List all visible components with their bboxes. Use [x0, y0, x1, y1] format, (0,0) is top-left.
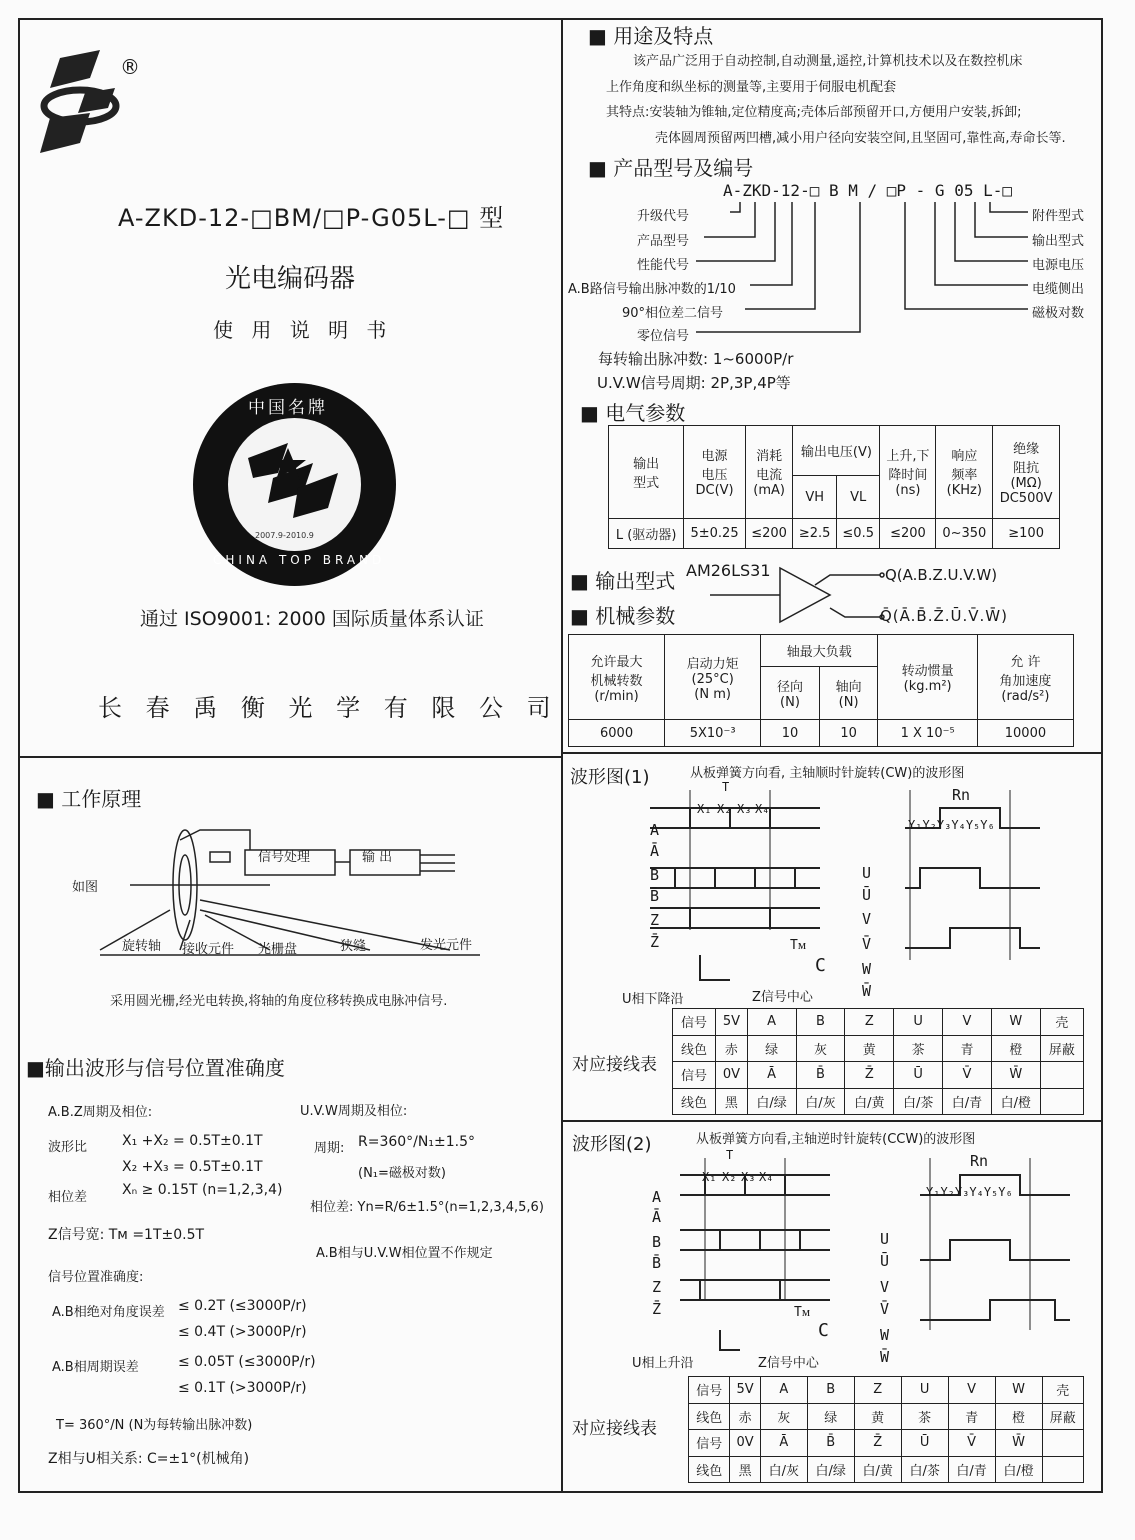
label-pole-pairs: 磁极对数: [1032, 306, 1085, 321]
part-emitter: 发光元件: [420, 938, 473, 953]
eh-output-voltage: 输出电压(V): [793, 426, 880, 476]
horizontal-divider-right-mid: [561, 1120, 1103, 1122]
t1-r1-c4: 黄: [845, 1035, 894, 1062]
mv-torque: 5X10⁻³: [665, 720, 761, 747]
pulses-per-rev: 每转输出脉冲数: 1~6000P/r: [598, 350, 794, 368]
usage-title: ■ 用途及特点: [588, 24, 714, 48]
t1-r0-c3: B: [796, 1009, 845, 1036]
w1-y5: Y₅: [965, 818, 981, 832]
position-title: 信号位置准确度:: [48, 1270, 144, 1285]
t1-r3-c4: 白/黄: [845, 1088, 894, 1115]
t2-r3-c1: 黑: [730, 1456, 760, 1483]
t2-r3-c7: 白/橙: [995, 1456, 1042, 1483]
t-definition: T= 360°/N (N为每转输出脉冲数): [56, 1418, 253, 1433]
w1-label-W: W: [862, 960, 872, 978]
w1-y3: Y₃: [936, 818, 952, 832]
t1-r0-c4: Z: [845, 1009, 894, 1036]
eh-output-type: 输出 型式: [609, 426, 684, 519]
mv-axial: 10: [819, 720, 878, 747]
w2-label-Vbar: V̄: [880, 1300, 890, 1318]
label-upgrade-code: 升级代号: [637, 209, 690, 224]
ev-type: L (驱动器): [609, 518, 684, 548]
w1-x4: X₄: [755, 802, 770, 816]
t2-r3-c4: 白/黄: [854, 1456, 901, 1483]
t1-r3-c7: 白/橙: [991, 1088, 1040, 1115]
t2-r0-c2: A: [760, 1377, 807, 1404]
t1-r1-c1: 赤: [716, 1035, 748, 1062]
ev-vh: ≥2.5: [793, 518, 837, 548]
accuracy-title: ■输出波形与信号位置准确度: [26, 1056, 285, 1080]
w2-label-W: W: [880, 1326, 890, 1344]
t2-r1-c6: 青: [948, 1403, 995, 1430]
t2-r2-c4: Z̄: [854, 1430, 901, 1457]
w1-y1: Y₁: [908, 818, 923, 832]
t1-r2-c8: [1040, 1062, 1083, 1089]
w1-label-A: A: [650, 821, 660, 839]
period-error-1: ≤ 0.05T (≤3000P/r): [178, 1354, 316, 1370]
model-code-leader-lines: [690, 200, 1040, 340]
model-title: A-ZKD-12-□BM/□P-G05L-□ 型: [118, 204, 505, 232]
t2-r0-c0: 信号: [689, 1377, 730, 1404]
w2-Rn: Rn: [970, 1152, 989, 1170]
w2-y6: Y₆: [998, 1185, 1013, 1199]
t2-r0-c3: B: [807, 1377, 854, 1404]
w1-label-Vbar: V̄: [862, 935, 872, 953]
t2-r3-c3: 白/绿: [807, 1456, 854, 1483]
z-width: Z信号宽: Tᴍ =1T±0.5T: [48, 1227, 205, 1243]
part-shaft: 旋转轴: [122, 939, 162, 954]
label-ab-pulses: A.B路信号输出脉冲数的1/10: [568, 282, 736, 297]
mv-radial: 10: [761, 720, 820, 747]
figure-label: 如图: [72, 880, 99, 895]
eh-supply: 电源 电压 DC(V): [684, 426, 745, 519]
ev-current: ≤200: [745, 518, 793, 548]
t2-r0-c7: W: [995, 1377, 1042, 1404]
wiring-table-1: [672, 1008, 1084, 1115]
abz-title: A.B.Z周期及相位:: [48, 1105, 153, 1120]
t1-r2-c2: Ā: [747, 1062, 796, 1089]
w1-label-Ubar: Ū: [862, 886, 872, 904]
t1-r2-c6: V̄: [943, 1062, 992, 1089]
uvw-title: U.V.W周期及相位:: [300, 1104, 408, 1119]
driver-chip: AM26LS31: [686, 561, 771, 580]
t1-r2-c1: 0V: [716, 1062, 748, 1089]
label-performance-code: 性能代号: [637, 258, 690, 273]
t2-r2-c7: W̄: [995, 1430, 1042, 1457]
t1-r3-c6: 白/青: [943, 1088, 992, 1115]
w2-x2: X₂: [722, 1170, 737, 1184]
w2-u-edge: U相上升沿: [632, 1356, 694, 1371]
eh-insulation: 绝缘 阻抗 (MΩ) DC500V: [993, 426, 1060, 519]
w1-z-center: Z信号中心: [752, 990, 813, 1005]
w1-x1: X₁: [697, 802, 712, 816]
t1-r0-c6: V: [943, 1009, 992, 1036]
w1-y2: Y₂: [922, 818, 937, 832]
ab-uvw-note: A.B相与U.V.W相位置不作规定: [316, 1246, 493, 1261]
mh-axial: 轴向 (N): [819, 667, 878, 720]
t1-r1-c7: 橙: [991, 1035, 1040, 1062]
t1-r1-c2: 绿: [747, 1035, 796, 1062]
ratio-label: 波形比: [48, 1140, 88, 1155]
label-cable-side: 电缆侧出: [1032, 282, 1085, 297]
ev-supply: 5±0.25: [684, 518, 745, 548]
waveform-1-title: 波形图(1): [570, 767, 650, 788]
mv-accel: 10000: [977, 720, 1073, 747]
t1-r2-c4: Z̄: [845, 1062, 894, 1089]
t2-r2-c6: V̄: [948, 1430, 995, 1457]
label-supply-voltage: 电源电压: [1032, 258, 1085, 273]
waveform-2-title: 波形图(2): [572, 1134, 652, 1155]
badge-bottom-text: CHINA TOP BRAND: [213, 553, 386, 567]
t2-r0-c6: V: [948, 1377, 995, 1404]
phase-label: 相位差: [48, 1190, 88, 1205]
eh-current: 消耗 电流 (mA): [745, 426, 793, 519]
product-title: 光电编码器: [225, 264, 356, 294]
t1-r0-c0: 信号: [673, 1009, 716, 1036]
part-slit: 狭缝: [340, 939, 367, 954]
mechanical-title: ■ 机械参数: [570, 604, 676, 628]
badge-top-text: 中国名牌: [248, 398, 328, 418]
w1-x2: X₂: [717, 802, 732, 816]
w2-label-A: A: [652, 1188, 662, 1206]
label-90-phase: 90°相位差二信号: [622, 306, 724, 321]
w1-label-Zbar: Z̄: [650, 933, 660, 951]
w1-y6: Y₆: [980, 818, 995, 832]
w2-x1: X₁: [702, 1170, 717, 1184]
eh-vl: VL: [836, 476, 880, 518]
label-output-type: 输出型式: [1032, 234, 1085, 249]
t2-r2-c0: 信号: [689, 1430, 730, 1457]
t1-r0-c7: W: [991, 1009, 1040, 1036]
t2-r0-c4: Z: [854, 1377, 901, 1404]
t1-r2-c3: B̄: [796, 1062, 845, 1089]
trademark-symbol: ®: [120, 55, 140, 79]
mh-max-load: 轴最大负载: [761, 635, 878, 667]
period-label: 周期:: [314, 1141, 345, 1156]
period-error-label: A.B相周期误差: [52, 1360, 139, 1375]
mh-max-speed: 允许最大 机械转数 (r/min): [569, 635, 665, 720]
t1-r3-c8: [1040, 1088, 1083, 1115]
t1-r1-c3: 灰: [796, 1035, 845, 1062]
t1-r3-c1: 黑: [716, 1088, 748, 1115]
output-box: 输 出: [362, 850, 393, 865]
ev-insulation: ≥100: [993, 518, 1060, 548]
w2-label-Ubar: Ū: [880, 1252, 890, 1270]
w1-table-label: 对应接线表: [572, 1055, 657, 1075]
t2-r1-c5: 茶: [901, 1403, 948, 1430]
mh-inertia: 转动惯量 (kg.m²): [878, 635, 977, 720]
w2-label-Z: Z: [652, 1278, 662, 1296]
company-logo-icon: [30, 48, 125, 158]
period-error-2: ≤ 0.1T (>3000P/r): [178, 1380, 307, 1396]
qbar-output: Q̄(Ā.B̄.Z̄.Ū.V̄.W̄): [880, 607, 1008, 625]
t1-r3-c2: 白/绿: [747, 1088, 796, 1115]
w1-x3: X₃: [737, 802, 752, 816]
t1-r0-c2: A: [747, 1009, 796, 1036]
iso-certification: 通过 ISO9001: 2000 国际质量体系认证: [140, 608, 484, 630]
uvw-period: U.V.W信号周期: 2P,3P,4P等: [597, 374, 791, 392]
t2-r1-c8: 屏蔽: [1042, 1403, 1083, 1430]
principle-caption: 采用圆光栅,经光电转换,将轴的角度位移转换成电脉冲信号.: [110, 994, 448, 1009]
company-name: 长 春 禹 衡 光 学 有 限 公 司: [98, 694, 559, 722]
t1-r0-c5: U: [894, 1009, 943, 1036]
usage-line-4: 壳体圆周预留两凹槽,减小用户径向安装空间,且坚固可,靠性高,寿命长等.: [655, 131, 1066, 146]
usage-line-2: 上作角度和纵坐标的测量等,主要用于伺服电机配套: [606, 80, 897, 95]
w2-table-label: 对应接线表: [572, 1419, 657, 1439]
t2-r3-c8: [1042, 1456, 1083, 1483]
output-type-title: ■ 输出型式: [570, 569, 676, 593]
eh-rise-time: 上升,下 降时间 (ns): [880, 426, 936, 519]
t2-r1-c3: 绿: [807, 1403, 854, 1430]
ev-rise: ≤200: [880, 518, 936, 548]
w1-Rn: Rn: [952, 786, 971, 804]
t1-r3-c5: 白/茶: [894, 1088, 943, 1115]
t1-r0-c8: 壳: [1040, 1009, 1083, 1036]
mv-inertia: 1 X 10⁻⁵: [878, 720, 977, 747]
usage-line-1: 该产品广泛用于自动控制,自动测量,遥控,计算机技术以及在数控机床: [633, 54, 1023, 69]
w2-label-Abar: Ā: [652, 1208, 662, 1226]
w1-label-Wbar: W̄: [862, 982, 872, 1000]
ratio-2: X₂ +X₃ = 0.5T±0.1T: [122, 1159, 263, 1175]
t2-r3-c2: 白/灰: [760, 1456, 807, 1483]
mv-speed: 6000: [569, 720, 665, 747]
part-receiver: 接收元件: [182, 942, 235, 957]
t1-r3-c3: 白/灰: [796, 1088, 845, 1115]
t2-r3-c5: 白/茶: [901, 1456, 948, 1483]
w2-label-B: B: [652, 1233, 662, 1251]
w2-y5: Y₅: [983, 1185, 999, 1199]
t1-r1-c5: 茶: [894, 1035, 943, 1062]
mh-acceleration: 允 许 角加速度 (rad/s²): [977, 635, 1073, 720]
mechanical-table: [568, 634, 1074, 747]
w2-x4: X₄: [759, 1170, 774, 1184]
w2-y-labels: [926, 1185, 1013, 1199]
t2-r3-c6: 白/青: [948, 1456, 995, 1483]
t2-r0-c1: 5V: [730, 1377, 760, 1404]
t2-r0-c8: 壳: [1042, 1377, 1083, 1404]
wiring-table-2: [688, 1376, 1084, 1483]
t1-r1-c8: 屏蔽: [1040, 1035, 1083, 1062]
ratio-1: X₁ +X₂ = 0.5T±0.1T: [122, 1133, 263, 1149]
eh-vh: VH: [793, 476, 837, 518]
w2-x3: X₃: [741, 1170, 756, 1184]
part-grating: 光栅盘: [258, 942, 298, 957]
uvw-phase: 相位差: Yn=R/6±1.5°(n=1,2,3,4,5,6): [310, 1200, 544, 1215]
usage-line-3: 其特点:安装轴为锥轴,定位精度高;壳体后部预留开口,方便用户安装,拆卸;: [606, 105, 1022, 120]
abs-error-1: ≤ 0.2T (≤3000P/r): [178, 1298, 307, 1314]
mh-start-torque: 启动力矩 (25°C) (N m): [665, 635, 761, 720]
period-value: R=360°/N₁±1.5°: [358, 1134, 475, 1150]
horizontal-divider-right-top: [561, 752, 1103, 754]
phase-value: Xₙ ≥ 0.15T (n=1,2,3,4): [122, 1182, 283, 1198]
q-output: Q(A.B.Z.U.V.W): [885, 566, 998, 584]
w1-y4: Y₄: [951, 818, 966, 832]
w2-Tm: Tᴍ: [794, 1305, 811, 1320]
w1-label-Abar: Ā: [650, 842, 660, 860]
t2-r2-c1: 0V: [730, 1430, 760, 1457]
w2-y2: Y₂: [940, 1185, 955, 1199]
t2-r2-c3: B̄: [807, 1430, 854, 1457]
w1-y-labels: [908, 818, 995, 832]
t2-r0-c5: U: [901, 1377, 948, 1404]
t1-r0-c1: 5V: [716, 1009, 748, 1036]
w1-label-B: B: [650, 866, 660, 884]
z-u-relation: Z相与U相关系: C=±1°(机械角): [48, 1451, 250, 1467]
t1-r3-c0: 线色: [673, 1088, 716, 1115]
waveform-2-desc: 从板弹簧方向看,主轴逆时针旋转(CCW)的波形图: [696, 1132, 976, 1147]
model-code-title: ■ 产品型号及编号: [588, 156, 754, 180]
label-zero-signal: 零位信号: [637, 329, 690, 344]
w2-y1: Y₁: [926, 1185, 941, 1199]
w1-u-edge: U相下降沿: [622, 992, 684, 1007]
ev-response: 0~350: [936, 518, 993, 548]
t2-r1-c7: 橙: [995, 1403, 1042, 1430]
w1-label-Z: Z: [650, 911, 660, 929]
t2-r1-c1: 赤: [730, 1403, 760, 1430]
mh-radial: 径向 (N): [761, 667, 820, 720]
w1-Tm: Tᴍ: [790, 938, 807, 953]
t1-r2-c5: Ū: [894, 1062, 943, 1089]
w2-label-U: U: [880, 1230, 890, 1248]
w2-z-center: Z信号中心: [758, 1356, 819, 1371]
electrical-table: [608, 425, 1060, 549]
period-note: (N₁=磁极对数): [358, 1166, 446, 1181]
electrical-title: ■ 电气参数: [580, 401, 686, 425]
eh-response: 响应 频率 (KHz): [936, 426, 993, 519]
w2-label-Wbar: W̄: [880, 1348, 890, 1366]
w2-label-Bbar: B̄: [652, 1254, 662, 1272]
china-brand-badge: [193, 383, 396, 586]
t2-r1-c4: 黄: [854, 1403, 901, 1430]
w2-y4: Y₄: [969, 1185, 984, 1199]
t1-r1-c0: 线色: [673, 1035, 716, 1062]
label-product-model: 产品型号: [637, 234, 690, 249]
w2-label-V: V: [880, 1278, 890, 1296]
w2-C: C: [818, 1320, 829, 1341]
t1-r2-c7: W̄: [991, 1062, 1040, 1089]
abs-error-label: A.B相绝对角度误差: [52, 1305, 165, 1320]
manual-title: 使 用 说 明 书: [213, 318, 393, 342]
w2-y3: Y₃: [954, 1185, 970, 1199]
horizontal-divider-left: [18, 756, 563, 758]
model-code-string: A-ZKD-12-□ B M / □P - G 05 L-□: [723, 181, 1012, 200]
w1-label-V: V: [862, 910, 872, 928]
w1-label-U: U: [862, 864, 872, 882]
t1-r1-c6: 青: [943, 1035, 992, 1062]
t2-r1-c0: 线色: [689, 1403, 730, 1430]
t2-r2-c8: [1042, 1430, 1083, 1457]
t1-r2-c0: 信号: [673, 1062, 716, 1089]
principle-title: ■ 工作原理: [36, 787, 142, 811]
w2-T: T: [726, 1148, 734, 1162]
badge-years: 2007.9-2010.9: [255, 531, 314, 540]
waveform-1-diagram: [620, 780, 1090, 1005]
w2-label-Zbar: Z̄: [652, 1300, 662, 1318]
w1-label-Bbar: B̄: [650, 887, 660, 905]
w1-C: C: [815, 955, 826, 976]
driver-symbol-icon: [710, 560, 890, 630]
t2-r2-c2: Ā: [760, 1430, 807, 1457]
ev-vl: ≤0.5: [836, 518, 880, 548]
abs-error-2: ≤ 0.4T (>3000P/r): [178, 1324, 307, 1340]
label-accessory-type: 附件型式: [1032, 209, 1085, 224]
t2-r3-c0: 线色: [689, 1456, 730, 1483]
signal-processing-box: 信号处理: [258, 850, 311, 865]
t2-r1-c2: 灰: [760, 1403, 807, 1430]
w1-T: T: [722, 780, 730, 794]
t2-r2-c5: Ū: [901, 1430, 948, 1457]
waveform-1-desc: 从板弹簧方向看, 主轴顺时针旋转(CW)的波形图: [690, 766, 965, 781]
